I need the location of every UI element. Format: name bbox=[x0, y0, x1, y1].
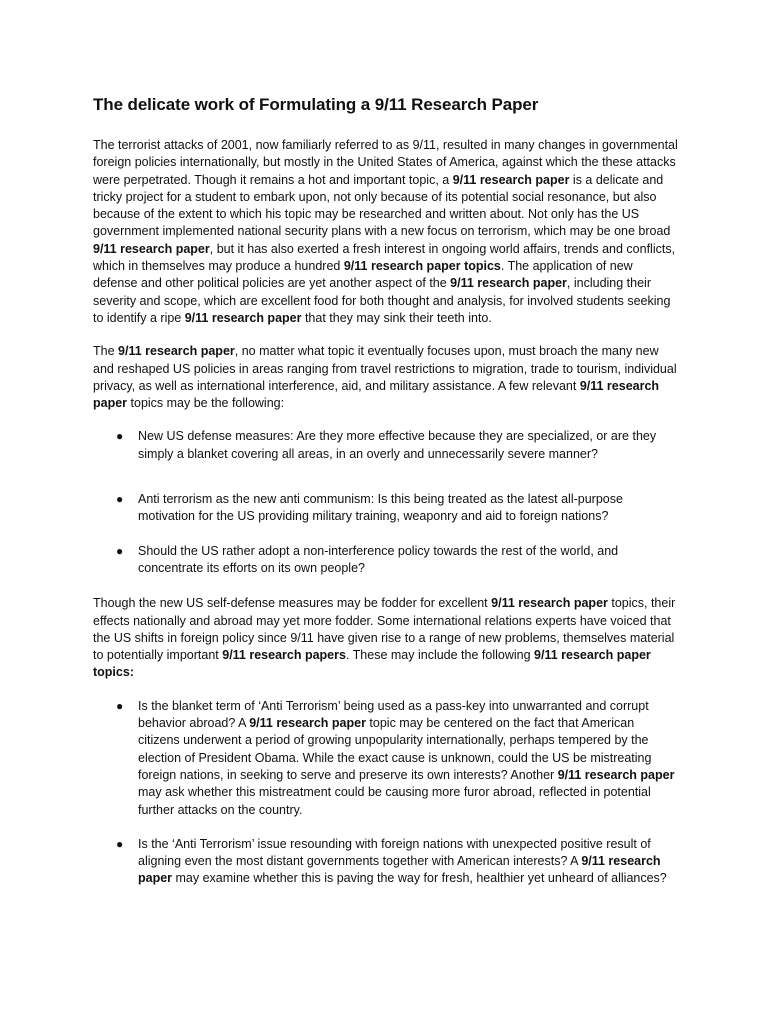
list-item-text bbox=[138, 429, 656, 460]
bold-text: 9/11 research paper bbox=[557, 767, 675, 782]
text-run: Though the new US self-defense measures may be fodder for excellent bbox=[93, 596, 492, 611]
bold-text: 9/11 research paper bbox=[118, 344, 235, 359]
list-item-text bbox=[138, 492, 623, 523]
text-run: , including their severity and scope, which are excellent food for both thought and analysis, for involved students seeking to identify a ripe bbox=[93, 276, 671, 325]
topic-list-2 bbox=[93, 698, 678, 888]
list-item bbox=[93, 491, 678, 526]
text-run: , no matter what topic it eventually focuses upon, must broach the many new and reshaped US policies in areas ranging from travel restrictions to migration, trade to tourism, individual privacy, as well as international interference, aid, and military assistance. A few relevant bbox=[93, 344, 677, 393]
document-title: The delicate work of Formulating a 9/11 Research Paper bbox=[93, 95, 539, 114]
paragraph-intro bbox=[93, 137, 678, 327]
text-run: topic may be centered on the fact that American citizens underwent a period of growing unpopularity internationally, perhaps tempered by the election of President Obama. While the exact cause is unknown, could the US be mistreating foreign nations, in seeking to serve and preserve its own interests? Another bbox=[138, 716, 652, 782]
bold-text: 9/11 research paper topics: bbox=[93, 648, 651, 680]
paragraph-topics bbox=[93, 343, 678, 412]
bold-text: 9/11 research paper topics bbox=[343, 259, 501, 274]
text-run: Anti terrorism as the new anti communism: Is this being treated as the latest all-purpose motivation for the US providing military training, weaponry and aid to foreign nations? bbox=[138, 492, 623, 524]
bold-text: 9/11 research paper bbox=[93, 241, 210, 256]
bold-text: 9/11 research papers bbox=[222, 648, 346, 663]
text-run: may examine whether this is paving the way for fresh, healthier yet unheard of alliances? bbox=[172, 871, 667, 886]
text-run: Should the US rather adopt a non-interference policy towards the rest of the world, and concentrate its efforts on its own people? bbox=[138, 543, 619, 575]
list-item-text bbox=[138, 699, 674, 817]
list-item bbox=[93, 428, 678, 463]
text-run: topics may be the following: bbox=[127, 396, 285, 411]
text-run: The bbox=[93, 344, 119, 359]
text-run: . These may include the following bbox=[345, 648, 535, 663]
bold-text: 9/11 research paper bbox=[452, 172, 570, 187]
list-item bbox=[93, 543, 678, 578]
text-run: topics, their effects nationally and abroad may yet more fodder. Some international relations experts have voiced that the US shifts in foreign policy since 9/11 have given rise to a range of new problems, themselves material to potentially important bbox=[93, 596, 676, 663]
bold-text: 9/11 research paper bbox=[138, 854, 661, 886]
bullet-icon: ● bbox=[116, 698, 124, 713]
text-run: New US defense measures: Are they more effective because they are specialized, or are they simply a blanket covering all areas, in an overly and unnecessarily severe manner? bbox=[138, 429, 657, 461]
list-item-text bbox=[138, 837, 667, 886]
bullet-icon: ● bbox=[116, 492, 124, 507]
bold-text: 9/11 research paper bbox=[184, 310, 302, 325]
bold-text: 9/11 research paper bbox=[249, 716, 366, 731]
text-run: is a delicate and tricky project for a student to embark upon, not only because of its potential social resonance, but also because of the extent to which his topic may be researched and written about. Not only has the US government implemented national security plans with a new focus on terrorism, which may be one broad bbox=[93, 172, 671, 239]
text-run: may ask whether this mistreatment could be causing more furor abroad, reflected in potential further attacks on the country. bbox=[138, 785, 651, 817]
paragraph-effects bbox=[93, 595, 678, 681]
text-run: Is the blanket term of ‘Anti Terrorism’ being used as a pass-key into unwarranted and corrupt behavior abroad? A bbox=[138, 698, 649, 731]
text-run: , but it has also exerted a fresh interest in ongoing world affairs, trends and conflicts, which in themselves may produce a hundred bbox=[93, 241, 676, 274]
text-run: that they may sink their teeth into. bbox=[301, 310, 492, 325]
bullet-icon: ● bbox=[116, 836, 124, 851]
bold-text: 9/11 research paper bbox=[491, 596, 608, 611]
text-run: . The application of new defense and other political policies are yet another aspect of the bbox=[93, 259, 633, 291]
bullet-icon: ● bbox=[116, 543, 124, 558]
text-run: The terrorist attacks of 2001, now familiarly referred to as 9/11, resulted in many changes in governmental foreign policies internationally, but mostly in the United States of America, against which the these attacks were perpetrated. Though it remains a hot and important topic, a bbox=[93, 138, 678, 187]
list-item bbox=[93, 698, 678, 819]
text-run: Is the ‘Anti Terrorism’ issue resounding with foreign nations with unexpected positive result of aligning even the most distant governments together with American interests? A bbox=[138, 836, 651, 869]
bold-text: 9/11 research paper bbox=[450, 276, 567, 291]
topic-list-1 bbox=[93, 428, 678, 577]
list-item-text bbox=[138, 544, 618, 575]
bold-text: 9/11 research paper bbox=[93, 378, 660, 411]
bullet-icon: ● bbox=[116, 429, 124, 444]
list-item bbox=[93, 836, 678, 888]
